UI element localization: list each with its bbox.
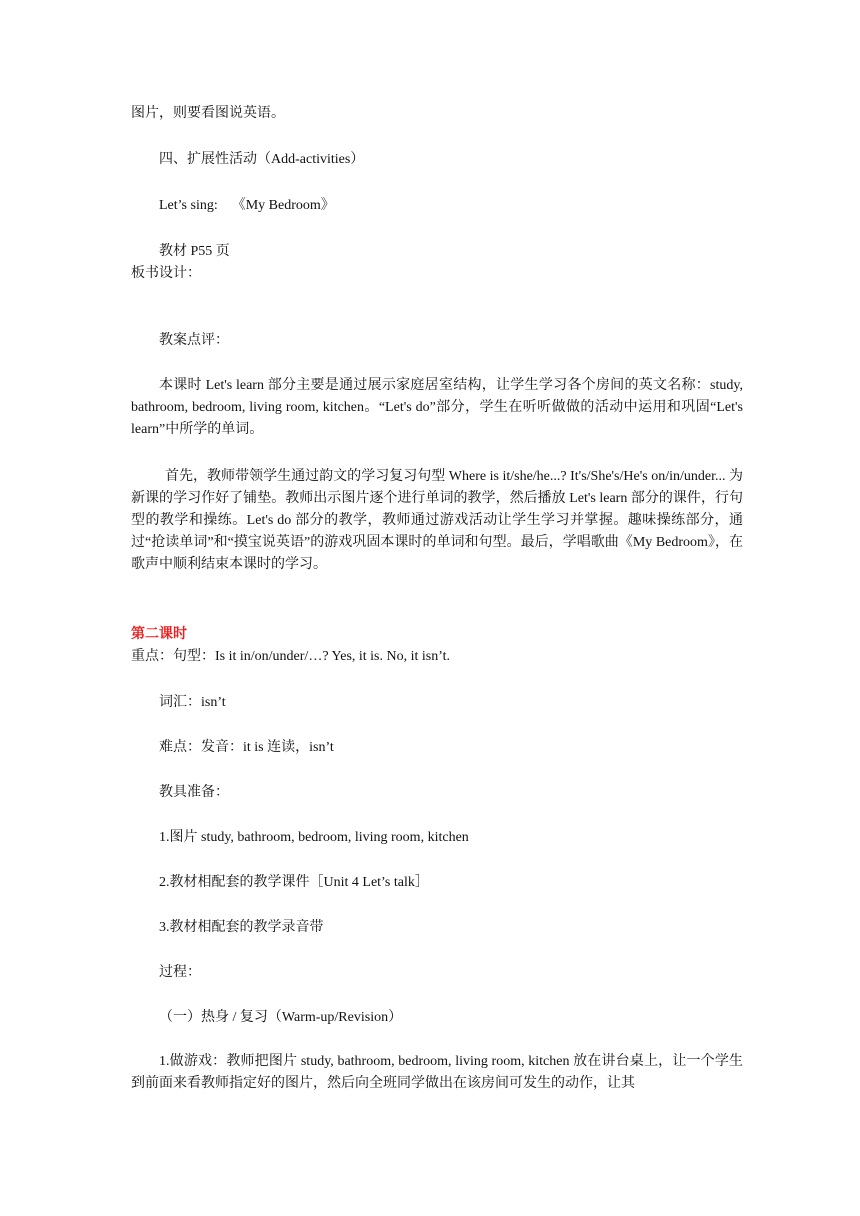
process-heading: 过程： (159, 965, 201, 980)
lesson-2-title: 第二课时 (131, 627, 187, 642)
board-design-label: 板书设计： (131, 266, 201, 281)
review-paragraph-2: 首先，教师带领学生通过韵文的学习复习句型 Where is it/she/he...? It's/She's/He's on/in/under... 为新课的学习作好了铺垫。教师出示图片逐个进行单词的教学，然后播放 Let's learn 部分的课件，行句型的教学和操练。Let's do 部分的教学，教师通过游戏活动让学生学习并掌握。趣味操练部分，通过“抢读单词”和“摸宝说英语”的游戏巩固本课时的单词和句型。最后，学唱歌曲《My Bedroom》，在歌声中顺利结束本课时的学习。 (131, 469, 743, 572)
step-1-heading: （一）热身 / 复习（Warm-up/Revision） (159, 1010, 403, 1025)
difficulty-line: 难点：发音：it is 连读，isn’t (159, 740, 334, 755)
song-line: Let’s sing: 《My Bedroom》 (159, 198, 335, 213)
review-heading: 教案点评： (159, 333, 229, 348)
key-points-line: 重点：句型：Is it in/on/under/…? Yes, it is. No, it isn’t. (131, 649, 451, 664)
materials-heading: 教具准备： (159, 785, 229, 800)
step-1-paragraph: 1.做游戏：教师把图片 study, bathroom, bedroom, living room, kitchen 放在讲台桌上，让一个学生到前面来看教师指定好的图片，然后向全班同学做出在该房间可发生的动作，让其 (131, 1054, 743, 1091)
section-heading-extension: 四、扩展性活动（Add-activities） (159, 152, 365, 167)
textbook-page-line: 教材 P55 页 (159, 244, 230, 259)
vocabulary-line: 词汇：isn’t (159, 695, 226, 710)
material-item-2: 2.教材相配套的教学课件［Unit 4 Let’s talk］ (159, 875, 429, 890)
material-item-1: 1.图片 study, bathroom, bedroom, living room, kitchen (159, 830, 469, 845)
text-line-picture-speak: 图片，则要看图说英语。 (131, 106, 285, 121)
material-item-3: 3.教材相配套的教学录音带 (159, 920, 324, 935)
review-paragraph-1: 本课时 Let's learn 部分主要是通过展示家庭居室结构，让学生学习各个房间的英文名称：study, bathroom, bedroom, living room, kitchen。“Let's do”部分，学生在听听做做的活动中运用和巩固“Let's learn”中所学的单词。 (131, 378, 743, 437)
